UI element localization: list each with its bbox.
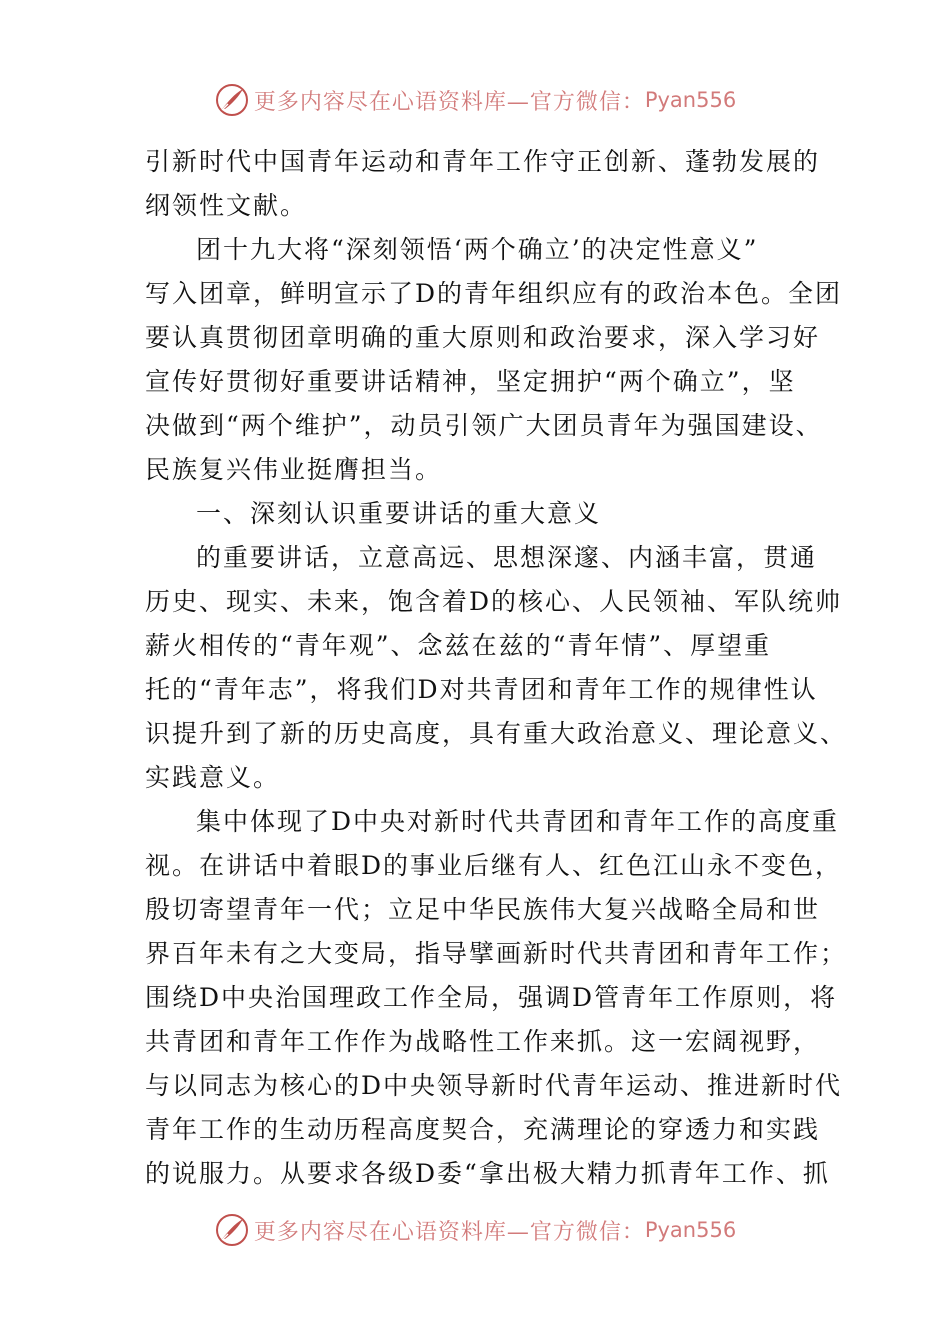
text-line: 宣传好贯彻好重要讲话精神，坚定拥护“两个确立”，坚 <box>145 367 796 396</box>
text-line: 民族复兴伟业挺膺担当。 <box>145 455 443 484</box>
text-line: 纲领性文献。 <box>145 191 308 220</box>
text-line: 写入团章，鲜明宣示了D的青年组织应有的政治本色。全团 <box>145 279 843 308</box>
text-line: 的重要讲话，立意高远、思想深邃、内涵丰富，贯通 <box>196 543 818 572</box>
text-line: 要认真贯彻团章明确的重大原则和政治要求，深入学习好 <box>145 323 821 352</box>
text-line: 共青团和青年工作作为战略性工作来抓。这一宏阔视野， <box>145 1027 821 1056</box>
text-line: 引新时代中国青年运动和青年工作守正创新、蓬勃发展的 <box>145 147 821 176</box>
text-line: 界百年未有之大变局，指导擘画新时代共青团和青年工作； <box>145 939 848 968</box>
header-banner <box>0 80 950 120</box>
text-line: 视。在讲话中着眼D的事业后继有人、红色江山永不变色， <box>145 851 843 880</box>
text-line: 与以同志为核心的D中央领导新时代青年运动、推进新时代 <box>145 1071 843 1100</box>
text-line: 历史、现实、未来，饱含着D的核心、人民领袖、军队统帅 <box>145 587 843 616</box>
text-line: 集中体现了D中央对新时代共青团和青年工作的高度重 <box>196 807 840 836</box>
text-line: 托的“青年志”，将我们D对共青团和青年工作的规律性认 <box>145 675 818 704</box>
text-line: 决做到“两个维护”，动员引领广大团员青年为强国建设、 <box>145 411 823 440</box>
banner-text: 更多内容尽在心语资料库—官方微信： <box>253 89 645 115</box>
text-line: 殷切寄望青年一代；立足中华民族伟大复兴战略全局和世 <box>145 895 821 924</box>
text-line: 实践意义。 <box>145 763 281 792</box>
text-line: 薪火相传的“青年观”、念兹在兹的“青年情”、厚望重 <box>145 631 772 660</box>
quill-logo-icon <box>214 1212 250 1248</box>
quill-logo-icon <box>214 82 250 118</box>
section-heading: 一、深刻认识重要讲话的重大意义 <box>196 499 602 528</box>
footer-banner <box>0 1210 950 1250</box>
text-line: 围绕D中央治国理政工作全局，强调D管青年工作原则，将 <box>145 983 838 1012</box>
banner-text: 更多内容尽在心语资料库—官方微信： <box>253 1219 645 1245</box>
text-line: 的说服力。从要求各级D委“拿出极大精力抓青年工作、抓 <box>145 1159 830 1188</box>
banner-wechat-id: Pyan556 <box>644 1218 737 1242</box>
text-line: 青年工作的生动历程高度契合，充满理论的穿透力和实践 <box>145 1115 821 1144</box>
text-line: 识提升到了新的历史高度，具有重大政治意义、理论意义、 <box>145 719 848 748</box>
text-line: 团十九大将“深刻领悟‘两个确立’的决定性意义” <box>196 235 759 264</box>
banner-wechat-id: Pyan556 <box>644 88 737 112</box>
